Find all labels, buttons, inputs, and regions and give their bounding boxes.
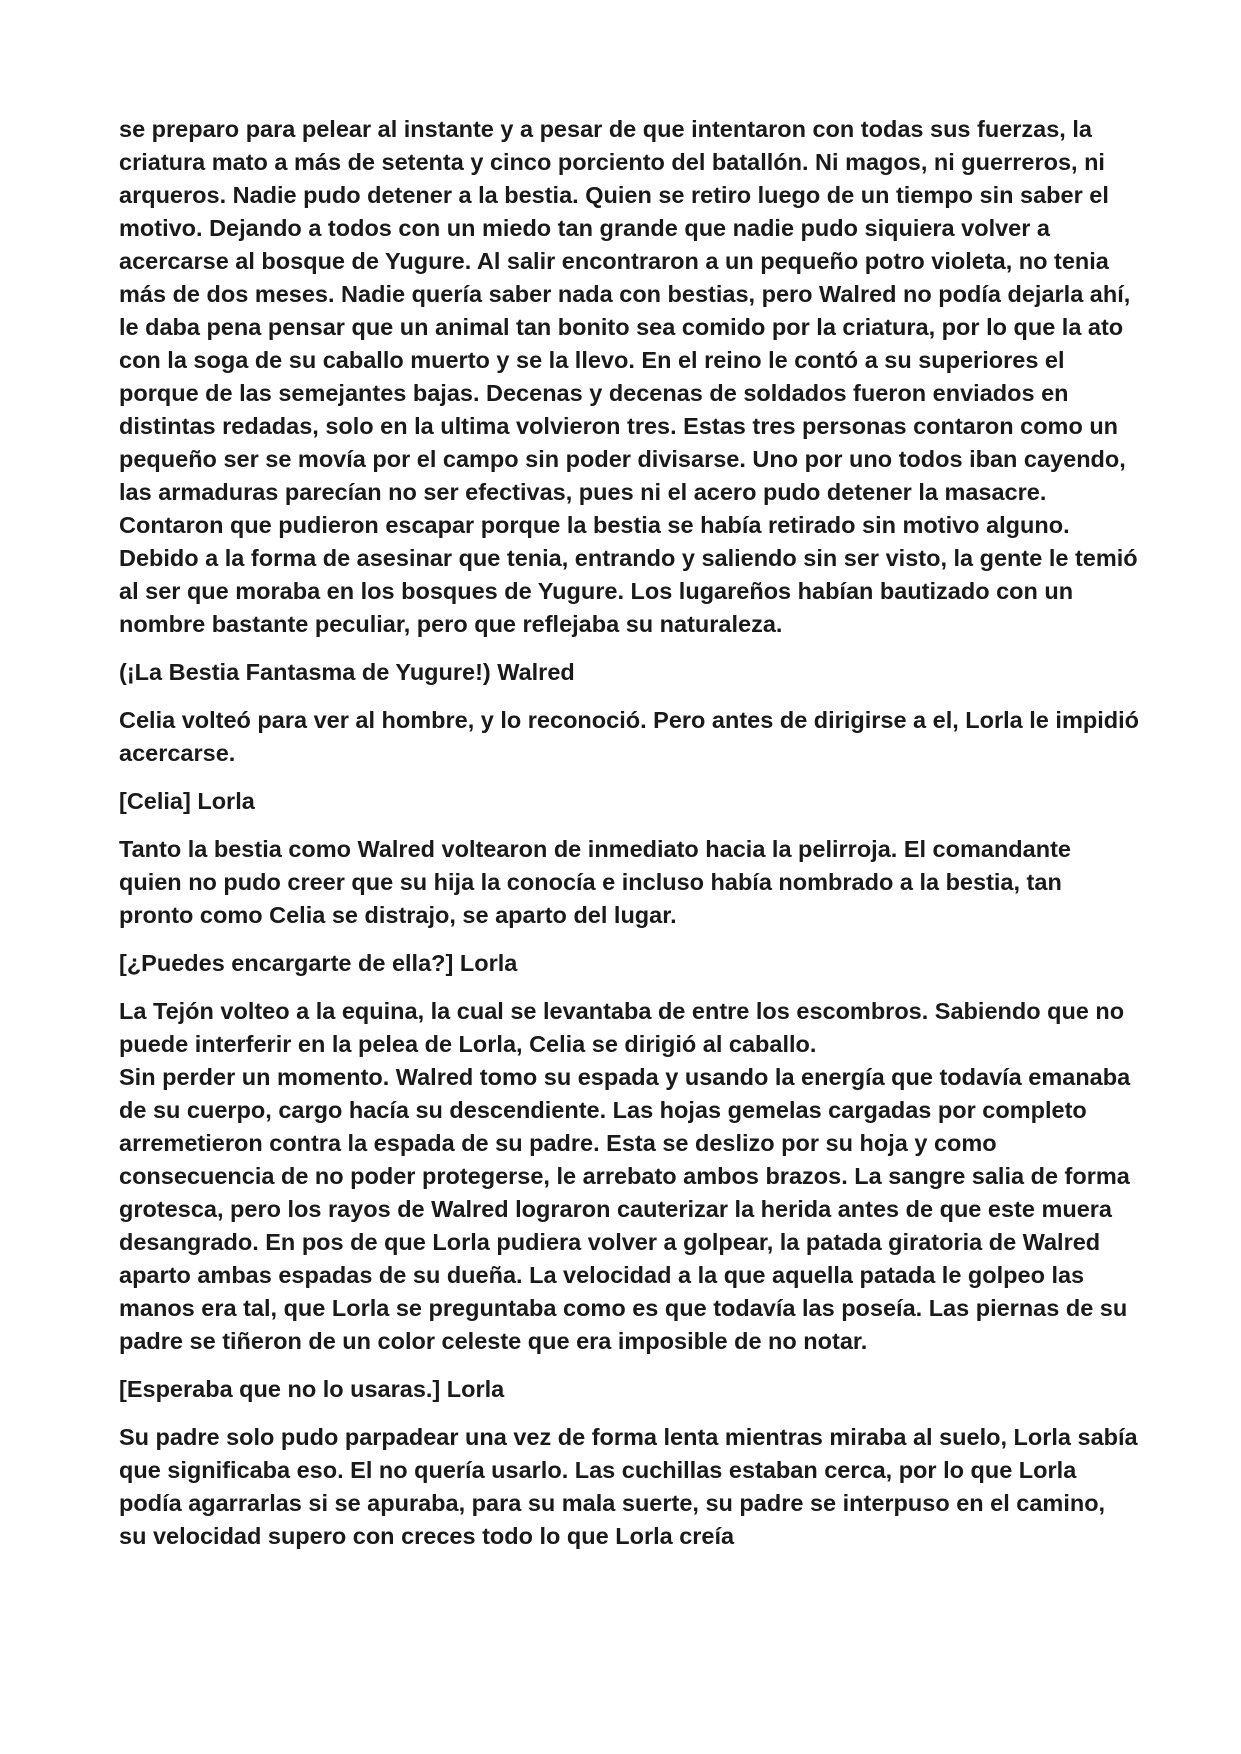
- narrative-paragraph: se preparo para pelear al instante y a pesar de que intentaron con todas sus fuerzas, la criatura mato a más de setenta y cinco porciento del batallón. Ni magos, ni guerreros, ni arqueros. Nadie pudo detener a la bestia. Quien se retiro luego de un tiempo sin saber el motivo. Dejando a todos con un miedo tan grande que nadie pudo siquiera volver a acercarse al bosque de Yugure. Al salir encontraron a un pequeño potro violeta, no tenia más de dos meses. Nadie quería saber nada con bestias, pero Walred no podía dejarla ahí, le daba pena pensar que un animal tan bonito sea comido por la criatura, por lo que la ato con la soga de su caballo muerto y se la llevo. En el reino le contó a su superiores el porque de las semejantes bajas. Decenas y decenas de soldados fueron enviados en distintas redadas, solo en la ultima volvieron tres. Estas tres personas contaron como un pequeño ser se movía por el campo sin poder divisarse. Uno por uno todos iban cayendo, las armaduras parecían no ser efectivas, pues ni el acero pudo detener la masacre. Contaron que pudieron escapar porque la bestia se había retirado sin motivo alguno. Debido a la forma de asesinar que tenia, entrando y saliendo sin ser visto, la gente le temió al ser que moraba en los bosques de Yugure. Los lugareños habían bautizado con un nombre bastante peculiar, pero que reflejaba su naturaleza.: [119, 116, 1138, 637]
- narrative-paragraph: Sin perder un momento. Walred tomo su espada y usando la energía que todavía emanaba de su cuerpo, cargo hacía su descendiente. Las hojas gemelas cargadas por completo arremetieron contra la espada de su padre. Esta se deslizo por su hoja y como consecuencia de no poder protegerse, le arrebato ambos brazos. La sangre salia de forma grotesca, pero los rayos de Walred lograron cauterizar la herida antes de que este muera desangrado. En pos de que Lorla pudiera volver a golpear, la patada giratoria de Walred aparto ambas espadas de su dueña. La velocidad a la que aquella patada le golpeo las manos era tal, que Lorla se preguntaba como es que todavía las poseía. Las piernas de su padre se tiñeron de un color celeste que era imposible de no notar.: [119, 1064, 1131, 1354]
- dialogue-line: [¿Puedes encargarte de ella?] Lorla: [119, 950, 518, 976]
- dialogue-line: (¡La Bestia Fantasma de Yugure!) Walred: [119, 659, 575, 685]
- narrative-paragraph: Celia volteó para ver al hombre, y lo reconoció. Pero antes de dirigirse a el, Lorla le impidió acercarse.: [119, 707, 1139, 766]
- narrative-paragraph: Tanto la bestia como Walred voltearon de inmediato hacia la pelirroja. El comandante quien no pudo creer que su hija la conocía e incluso había nombrado a la bestia, tan pronto como Celia se distrajo, se aparto del lugar.: [119, 836, 1071, 928]
- narrative-paragraph: La Tejón volteo a la equina, la cual se levantaba de entre los escombros. Sabiendo que no puede interferir en la pelea de Lorla, Celia se dirigió al caballo.: [119, 998, 1125, 1057]
- dialogue-line: [Celia] Lorla: [119, 788, 255, 814]
- narrative-paragraph: Su padre solo pudo parpadear una vez de forma lenta mientras miraba al suelo, Lorla sabía que significaba eso. El no quería usarlo. Las cuchillas estaban cerca, por lo que Lorla podía agarrarlas si se apuraba, para su mala suerte, su padre se interpuso en el camino, su velocidad supero con creces todo lo que Lorla creía: [119, 1424, 1138, 1549]
- document-page: [119, 113, 1139, 1568]
- dialogue-line: [Esperaba que no lo usaras.] Lorla: [119, 1376, 505, 1402]
